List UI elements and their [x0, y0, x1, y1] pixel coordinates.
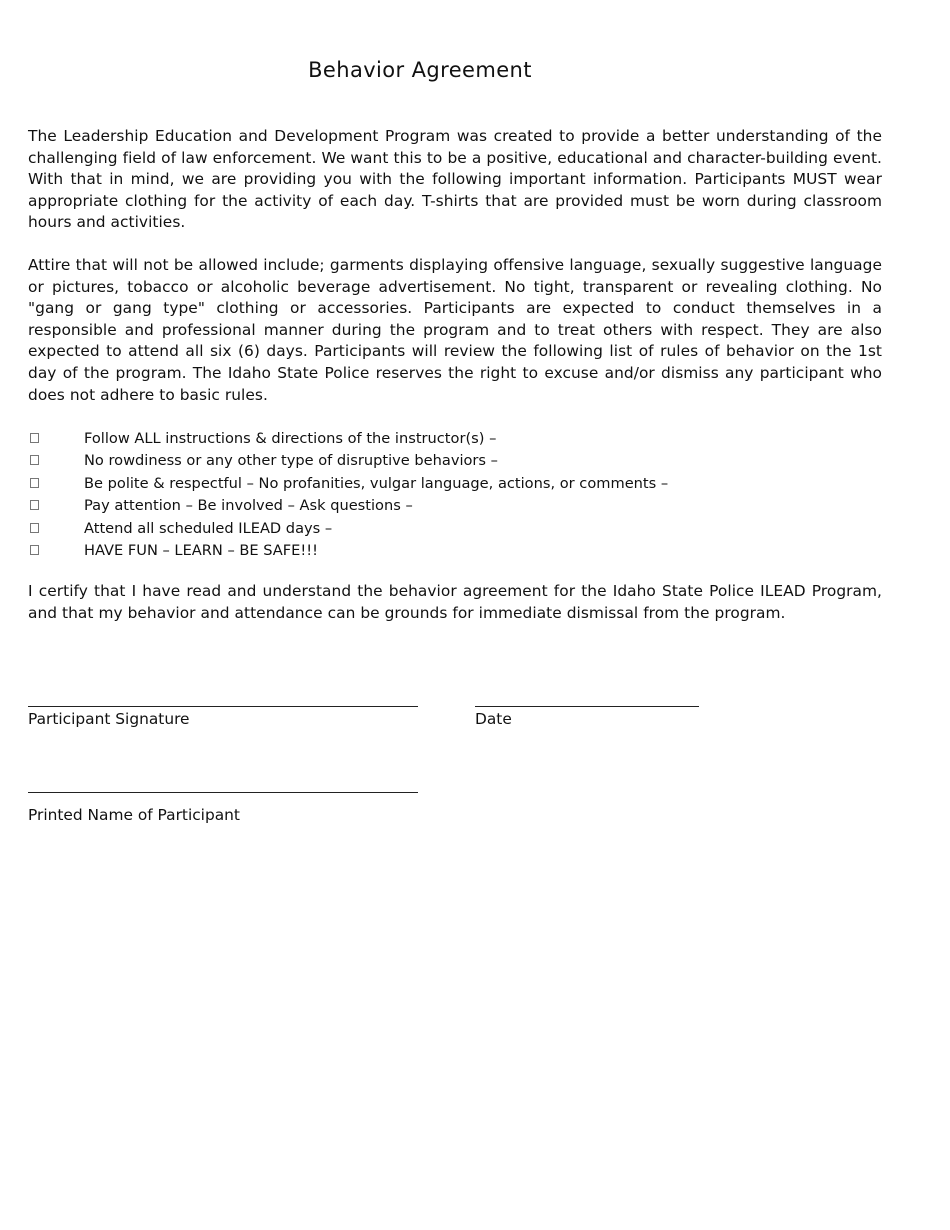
- checkbox-icon: [30, 478, 39, 488]
- rule-text: HAVE FUN – LEARN – BE SAFE!!!: [84, 541, 318, 559]
- printed-name-label: Printed Name of Participant: [28, 806, 240, 824]
- printed-name-line[interactable]: [28, 792, 418, 793]
- checkbox-icon: [30, 523, 39, 533]
- checkbox-icon: [30, 545, 39, 555]
- certification-paragraph: I certify that I have read and understand the behavior agreement for the Idaho State Police ILEAD Program, and that my behavior and attendance can be grounds for immediate dismissal from the program.: [28, 582, 882, 622]
- checkbox-icon: [30, 433, 39, 443]
- rule-item: [28, 473, 888, 495]
- checkbox-icon: [30, 455, 39, 465]
- rule-item: [28, 428, 888, 450]
- page-title: Behavior Agreement: [308, 58, 532, 82]
- rule-text: Be polite & respectful – No profanities, vulgar language, actions, or comments –: [84, 474, 669, 492]
- participant-signature-label: Participant Signature: [28, 710, 190, 728]
- participant-signature-line[interactable]: [28, 706, 418, 707]
- rule-item: [28, 450, 888, 472]
- attire-paragraph: Attire that will not be allowed include; garments displaying offensive language, sexually suggestive language or pictures, tobacco or alcoholic beverage advertisement. No tight, transparent or revealing clothing. No "gang or gang type" clothing or accessories. Participants are expected to conduct themselves in a responsible and professional manner during the program and to treat others with respect. They are also expected to attend all six (6) days. Participants will review the following list of rules of behavior on the 1st day of the program. The Idaho State Police reserves the right to excuse and/or dismiss any participant who does not adhere to basic rules.: [28, 256, 882, 404]
- intro-paragraph: The Leadership Education and Development Program was created to provide a better understanding of the challenging field of law enforcement. We want this to be a positive, educational and character-building event. With that in mind, we are providing you with the following important information. Participants MUST wear appropriate clothing for the activity of each day. T-shirts that are provided must be worn during classroom hours and activities.: [28, 127, 882, 232]
- rule-text: Follow ALL instructions & directions of the instructor(s) –: [84, 430, 497, 447]
- checkbox-icon: [30, 500, 39, 510]
- rule-text: No rowdiness or any other type of disruptive behaviors –: [84, 452, 498, 470]
- rule-item: [28, 540, 888, 562]
- date-label: Date: [475, 710, 512, 728]
- rule-text: Attend all scheduled ILEAD days –: [84, 519, 333, 537]
- date-line[interactable]: [475, 706, 699, 707]
- rules-list: [28, 428, 888, 562]
- rule-text: Pay attention – Be involved – Ask questions –: [84, 497, 413, 515]
- rule-item: [28, 518, 888, 540]
- rule-item: [28, 495, 888, 517]
